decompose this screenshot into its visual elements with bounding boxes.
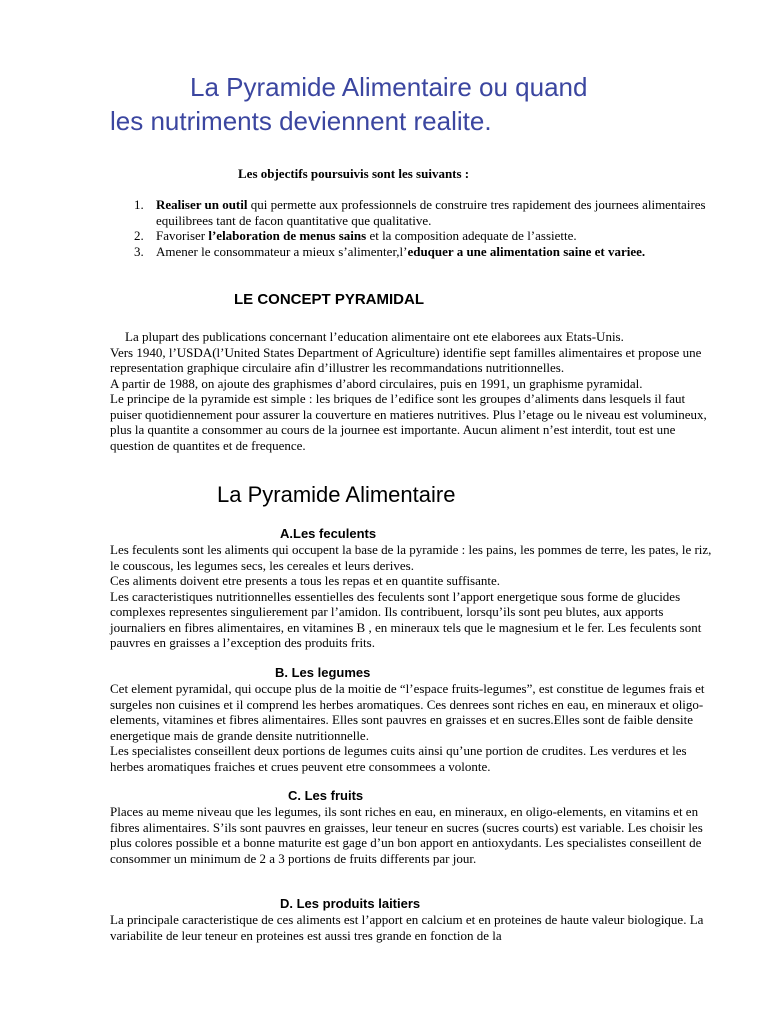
objective-text: et la composition adequate de l’assiette. — [366, 228, 577, 243]
list-number: 1. — [134, 197, 144, 212]
laitiers-paragraph: La principale caracteristique de ces aliments est l’apport en calcium et en proteines de haute valeur biologique. La variabilite de leur teneur en proteines est aussi tres grande en fonction de la — [110, 912, 704, 943]
legumes-paragraph: Les specialistes conseillent deux portions de legumes cuits ainsi qu’une portion de crudites. Les verdures et les herbes aromatiques fraiches et crues peuvent etre consommees a volonte. — [110, 743, 687, 774]
fruits-body — [110, 804, 718, 866]
objective-item — [110, 228, 710, 244]
legumes-heading: B. Les legumes — [275, 665, 371, 680]
fruits-paragraph: Places au meme niveau que les legumes, ils sont riches en eau, en mineraux, en oligo-elements, en vitamins et en fibres alimentaires. S’ils sont pauvres en graisses, leur teneur en sucres (sucres courts) est variable. Les choisir les plus colores possible et a bonne maturite est gage d’un bon apport en antioxydants. Les specialistes conseillent de consommer un minimum de 2 a 3 portions de fruits differents par jour. — [110, 804, 703, 866]
feculents-paragraph: Les feculents sont les aliments qui occupent la base de la pyramide : les pains, les pommes de terre, les pates, le riz, le couscous, les legumes secs, les cereales et leurs derives. — [110, 542, 712, 573]
legumes-body — [110, 681, 718, 774]
objective-item — [110, 197, 710, 228]
objectives-heading: Les objectifs poursuivis sont les suivants : — [238, 166, 470, 181]
feculents-paragraph: Ces aliments doivent etre presents a tous les repas et en quantite suffisante. — [110, 573, 501, 588]
list-number: 2. — [134, 228, 144, 243]
fruits-heading: C. Les fruits — [288, 788, 364, 803]
concept-body — [110, 329, 718, 453]
feculents-body — [110, 542, 718, 651]
objective-text: Amener le consommateur a mieux s’alimenter,l’ — [156, 243, 408, 259]
document-title — [110, 70, 730, 138]
objective-emphasis: eduquer a une alimentation saine et variee. — [407, 243, 646, 259]
objective-item — [110, 244, 710, 260]
pyramid-heading: La Pyramide Alimentaire — [217, 482, 456, 507]
objective-text: Favoriser — [156, 228, 209, 243]
laitiers-heading: D. Les produits laitiers — [280, 896, 421, 911]
title-line-2: les nutriments deviennent realite. — [110, 106, 492, 136]
concept-paragraph: A partir de 1988, on ajoute des graphismes d’abord circulaires, puis en 1991, un graphisme pyramidal. — [110, 375, 643, 391]
concept-heading: LE CONCEPT PYRAMIDAL — [234, 291, 425, 308]
objective-emphasis: Realiser un outil — [156, 197, 248, 212]
feculents-heading: A.Les feculents — [280, 526, 377, 541]
concept-paragraph: Le principe de la pyramide est simple : les briques de l’edifice sont les groupes d’aliments dans lesquels il faut puiser quotidiennement pour assurer la couverture en matieres nutritives. Plus l’etage ou le niveau est volumineux, plus la quantite a consommer au cours de la journee est importante. Aucun aliment n’est interdit, tout est une question de quantites et de frequence. — [110, 391, 707, 453]
objective-emphasis: l’elaboration de menus sains — [208, 228, 367, 243]
concept-paragraph: La plupart des publications concernant l’education alimentaire ont ete elaborees aux Etats-Unis. — [125, 329, 624, 344]
legumes-paragraph: Cet element pyramidal, qui occupe plus de la moitie de “l’espace fruits-legumes”, est constitue de legumes frais et surgeles non cuisines et il comprend les herbes aromatiques. Ces denrees sont riches en eau, en mineraux et oligo-elements, vitamines et fibres alimentaires. Elles sont pauvres en graisses et en sucres.Elles sont de faible densite energetique mais de grande densite nutritionnelle. — [110, 681, 705, 743]
feculents-paragraph: Les caracteristiques nutritionnelles essentielles des feculents sont l’apport energetique sous forme de glucides complexes representes singulierement par l’amidon. Ils contribuent, lorsqu’ils sont peu blutes, aux apports journaliers en fibres alimentaires, en vitamines B , en mineraux tels que le magnesium et le fer. Les feculents sont pauvres en graisses a l’exception des produits frits. — [110, 588, 702, 650]
title-line-1: La Pyramide Alimentaire ou quand — [190, 72, 588, 102]
concept-paragraph: Vers 1940, l’USDA(l’United States Department of Agriculture) identifie sept familles alimentaires et propose une representation graphique circulaire afin d’illustrer les recommandations nutritionnelles. — [110, 344, 702, 375]
list-number: 3. — [134, 243, 144, 259]
laitiers-body — [110, 912, 718, 943]
objective-text: qui permette aux professionnels de construire tres rapidement des journees alimentaires equilibrees tant de facon quantitative que qualitative. — [156, 197, 706, 228]
objectives-list — [110, 197, 710, 259]
